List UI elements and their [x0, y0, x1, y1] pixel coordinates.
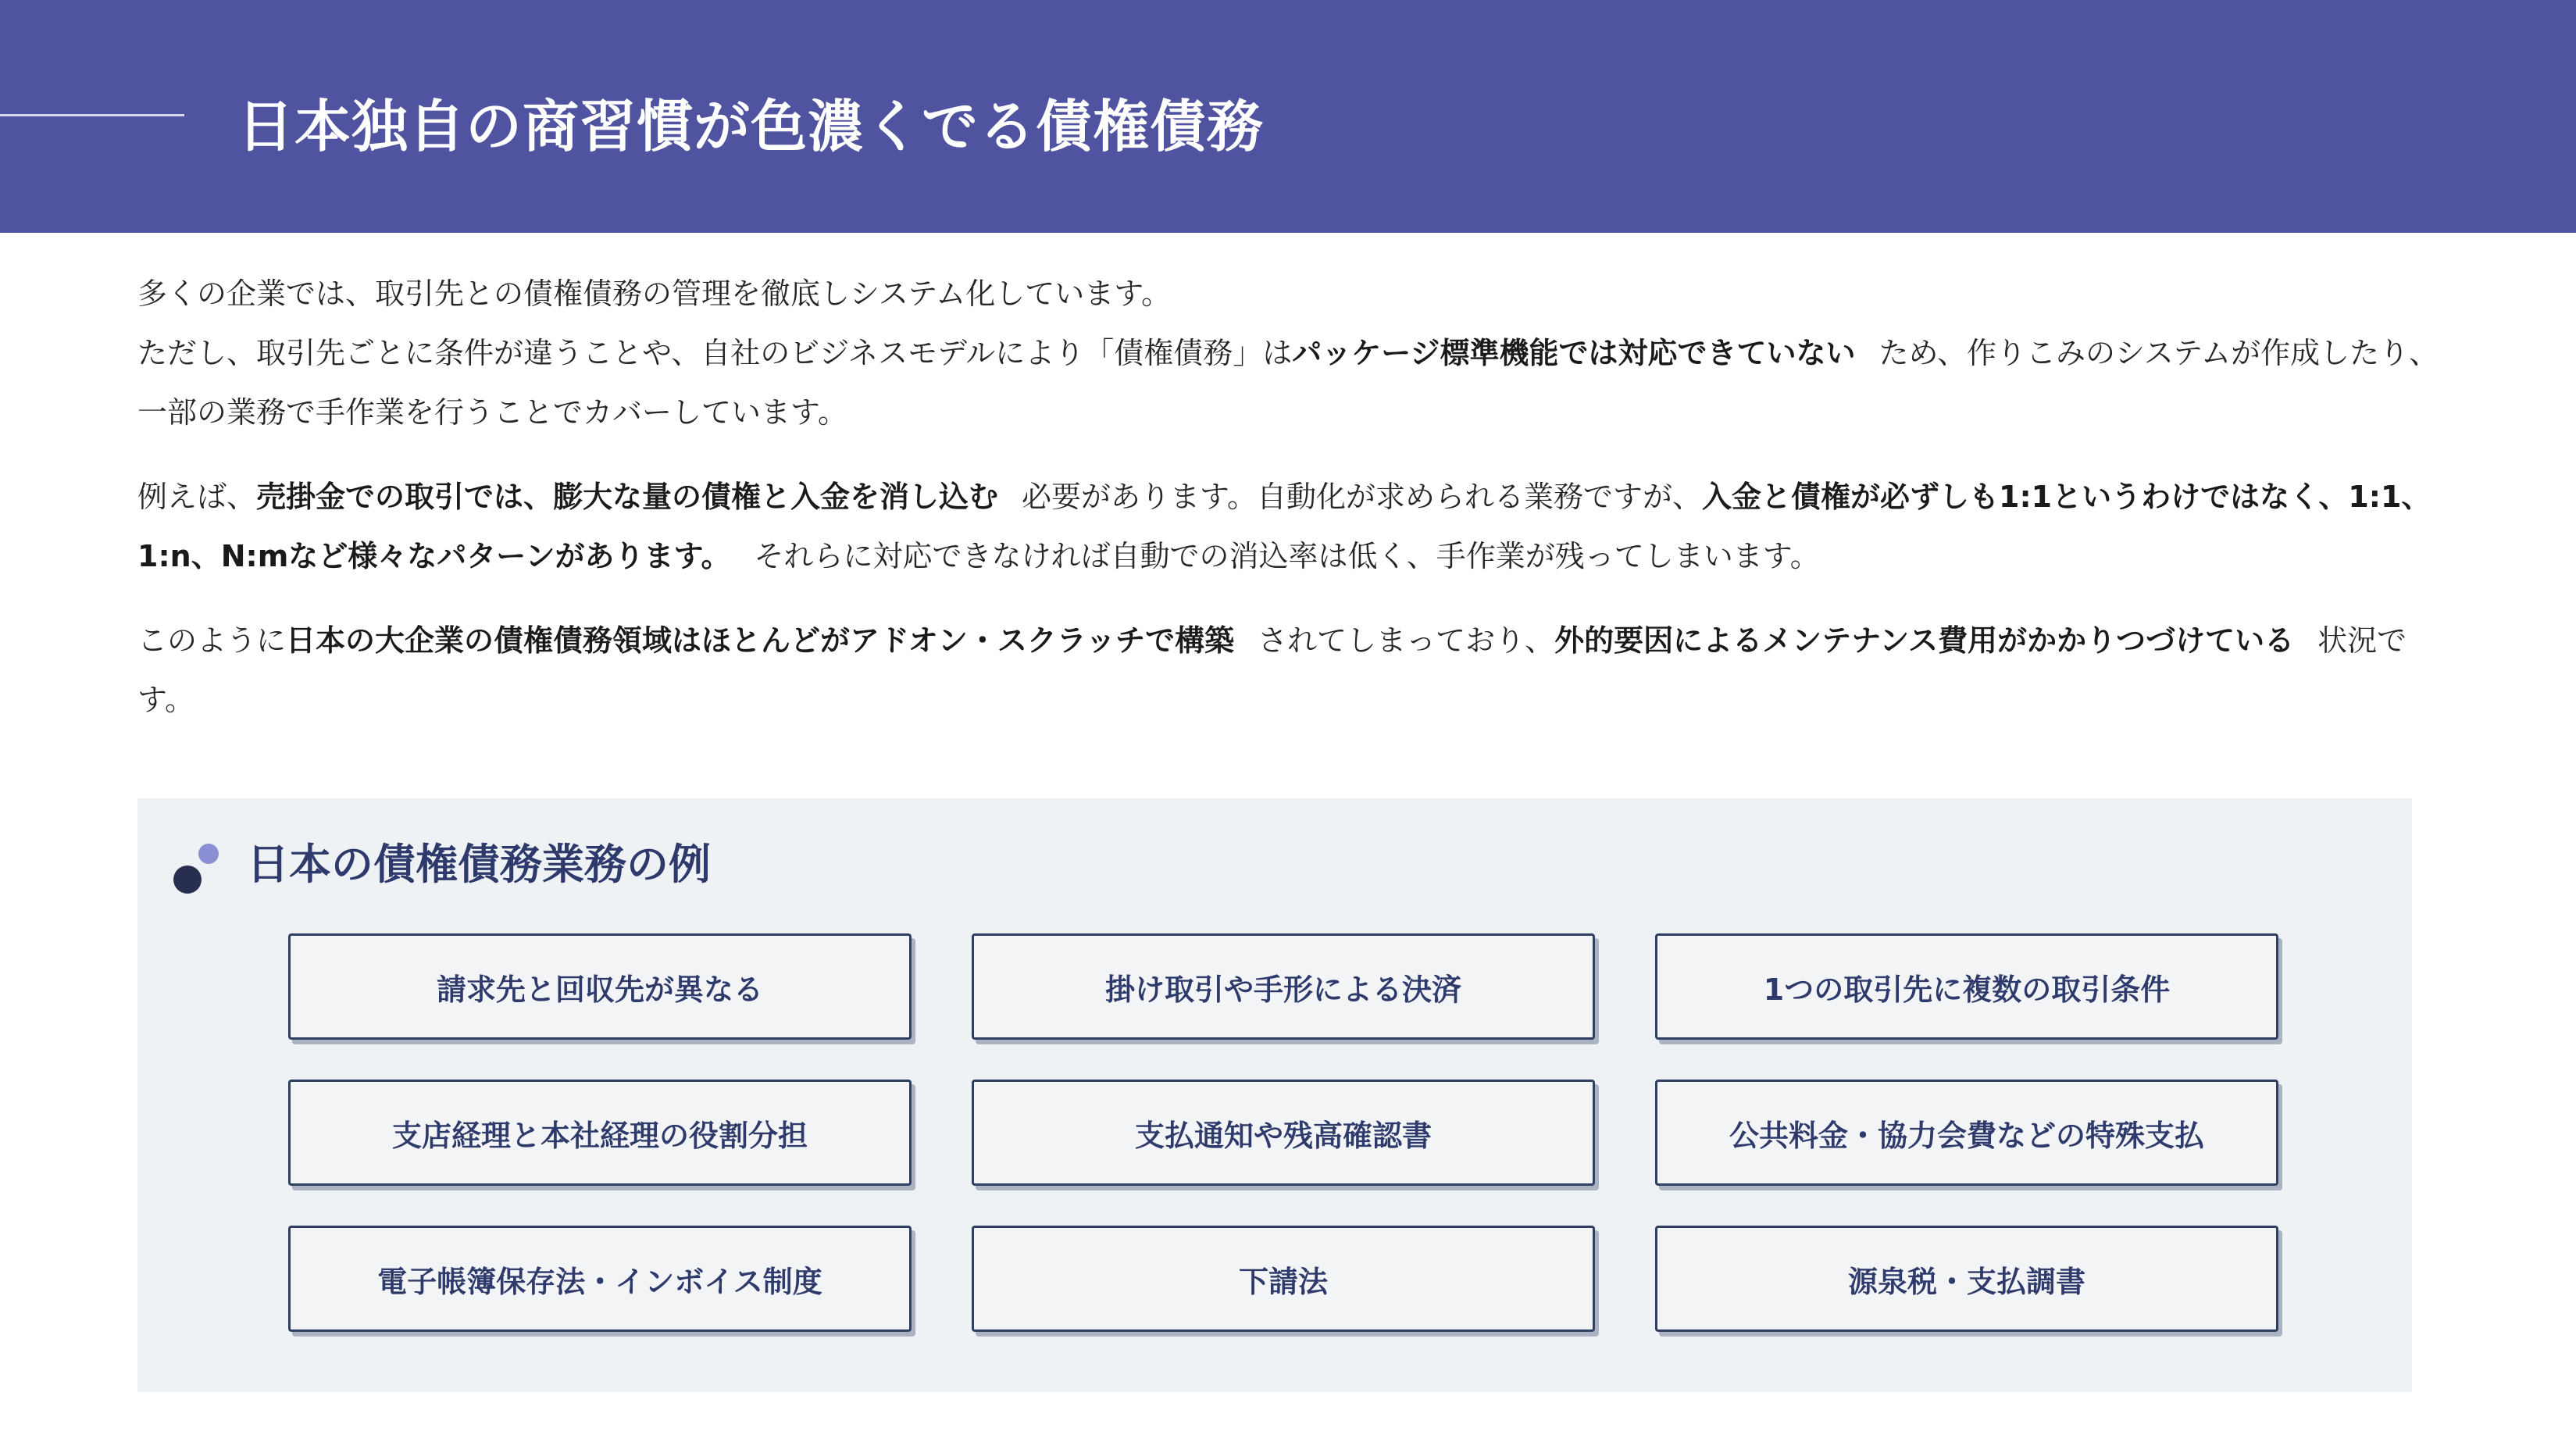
- intro-line-1: 多くの企業では、取引先との債権債務の管理を徹底しシステム化しています。: [137, 277, 1172, 311]
- conclusion-middle: されてしまっており、: [1258, 623, 1555, 658]
- example-emphasis-1: 売掛金での取引では、膨大な量の債権と入金を消し込む: [256, 480, 999, 514]
- conclusion-emphasis-1: 日本の大企業の債権債務領域はほとんどがアドオン・スクラッチで構築: [286, 623, 1235, 658]
- example-card: 請求先と回収先が異なる: [288, 933, 912, 1040]
- example-emphasis-2: 入金と債権が必ずしも1:1というわけではなく、1:1、1:n、N:mなど様々なパターンがあります。: [137, 480, 2432, 573]
- example-card: 下請法: [972, 1226, 1595, 1332]
- bullet-dots-icon: [173, 830, 220, 884]
- intro-line-2-emphasis: パッケージ標準機能では対応できていない: [1292, 336, 1856, 370]
- header-accent-line: [0, 114, 184, 116]
- example-card: 源泉税・支払調書: [1655, 1226, 2278, 1332]
- example-card: 支店経理と本社経理の役割分担: [288, 1080, 912, 1186]
- example-card: 支払通知や残高確認書: [972, 1080, 1595, 1186]
- example-lead: 例えば、: [137, 480, 257, 514]
- conclusion-paragraph: [137, 611, 2449, 730]
- intro-paragraph: [137, 264, 2449, 442]
- example-card: 1つの取引先に複数の取引条件: [1655, 933, 2278, 1040]
- intro-line-2-tail: ため、作りこみのシステムが作成したり、一部の業務で手作業を行うことでカバーしています。: [137, 336, 2439, 430]
- header-band: [0, 0, 2576, 233]
- conclusion-emphasis-2: 外的要因によるメンテナンス費用がかかりつづけている: [1554, 623, 2295, 658]
- conclusion-lead: このように: [137, 623, 287, 658]
- conclusion-tail: 状況です。: [137, 623, 2407, 717]
- panel-title: 日本の債権債務業務の例: [247, 840, 711, 889]
- examples-panel: [137, 798, 2412, 1392]
- page-title: 日本独自の商習慣が色濃くでる債権債務: [237, 94, 1265, 159]
- light-dot: [198, 844, 219, 864]
- example-card: 掛け取引や手形による決済: [972, 933, 1595, 1040]
- example-tail: それらに対応できなければ自動での消込率は低く、手作業が残ってしまいます。: [754, 539, 1820, 573]
- intro-line-2-text: ただし、取引先ごとに条件が違うことや、自社のビジネスモデルにより「債権債務」は: [137, 336, 1293, 370]
- example-paragraph: [137, 467, 2449, 586]
- dark-dot: [173, 865, 202, 894]
- example-card: 公共料金・協力会費などの特殊支払: [1655, 1080, 2278, 1186]
- example-card: 電子帳簿保存法・インボイス制度: [288, 1226, 912, 1332]
- example-middle: 必要があります。自動化が求められる業務ですが、: [1022, 480, 1702, 514]
